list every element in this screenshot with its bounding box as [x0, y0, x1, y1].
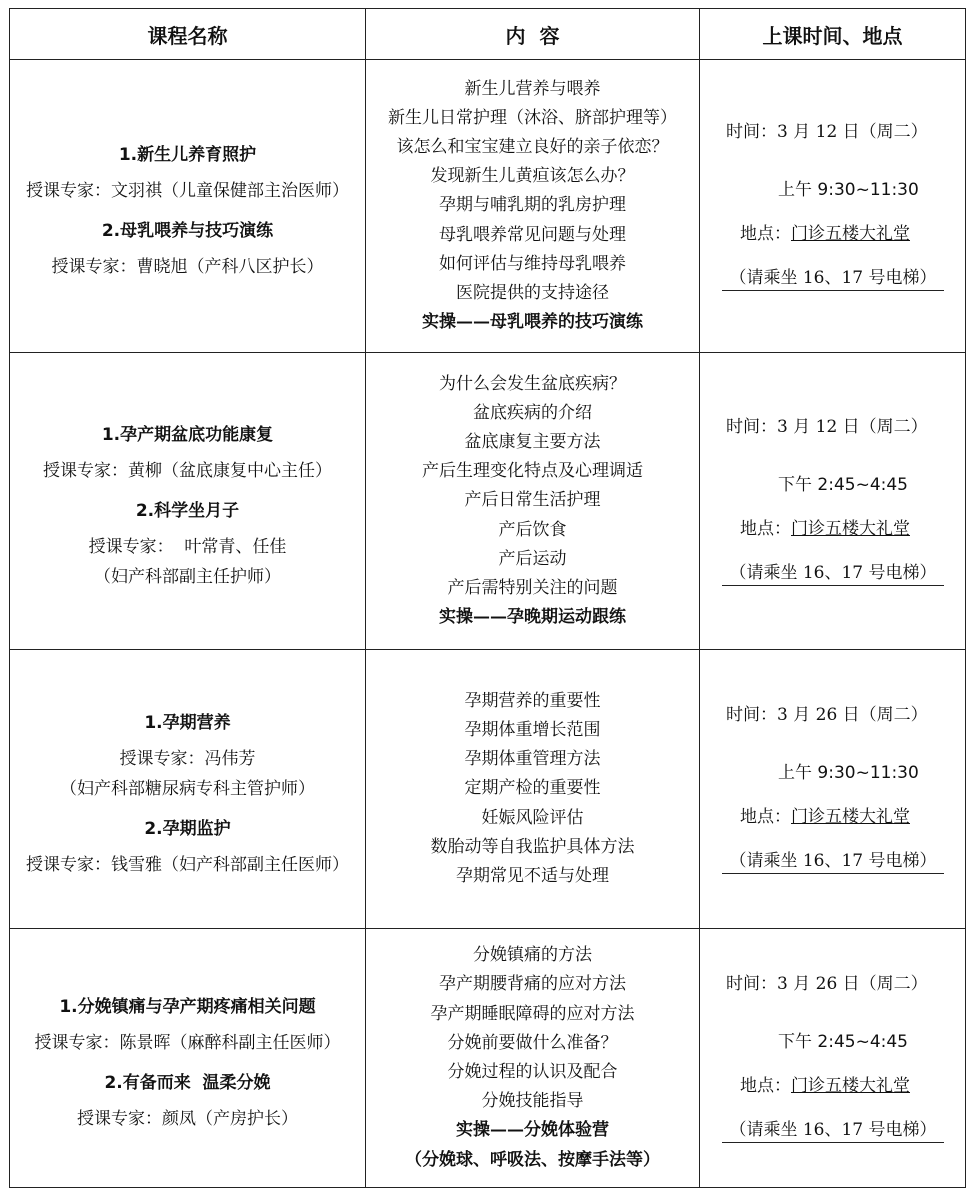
content-cell — [366, 60, 700, 353]
class-place — [700, 518, 965, 540]
content-item: 新生儿营养与喂养 — [464, 78, 601, 99]
content-item: 分娩镇痛的方法 — [473, 945, 592, 966]
course-title: 2.科学坐月子 — [135, 501, 240, 521]
course-name-cell — [10, 650, 366, 929]
content-item: 产后日常生活护理 — [464, 490, 601, 511]
content-item: 盆底疾病的介绍 — [473, 402, 592, 423]
place-label: 地点： — [740, 807, 791, 827]
content-item: 产后需特别关注的问题 — [447, 578, 618, 598]
time-place-cell — [700, 929, 966, 1188]
elevator-note: （请乘坐 16、17 号电梯） — [722, 850, 944, 874]
table-row — [10, 650, 966, 929]
expert-name: 授课专家：冯伟芳 — [119, 749, 256, 769]
place-label: 地点： — [740, 519, 791, 539]
course-title: 1.孕产期盆底功能康复 — [101, 425, 274, 445]
expert-name: 授课专家： 叶常青、任佳 — [88, 537, 287, 557]
content-item: 产后运动 — [498, 548, 567, 569]
expert-title: （妇产科部糖尿病专科主管护师） — [60, 779, 315, 799]
content-item: 孕产期睡眠障碍的应对方法 — [430, 1003, 635, 1024]
elevator-note: （请乘坐 16、17 号电梯） — [722, 267, 944, 291]
table-row — [10, 60, 966, 353]
expert-title: （妇产科部副主任护师） — [94, 567, 281, 587]
class-date: 时间：3 月 12 日（周二） — [726, 417, 928, 437]
time-place-cell — [700, 60, 966, 353]
course-name-cell — [10, 353, 366, 650]
content-item: 孕期常见不适与处理 — [456, 866, 609, 886]
content-item: 新生儿日常护理（沐浴、脐部护理等） — [388, 107, 677, 128]
content-item: 定期产检的重要性 — [464, 778, 601, 799]
content-item: 孕产期腰背痛的应对方法 — [439, 974, 626, 995]
elevator-note: （请乘坐 16、17 号电梯） — [722, 1119, 944, 1143]
content-cell — [366, 353, 700, 650]
class-place — [700, 1075, 965, 1097]
header-course-name: 课程名称 — [10, 9, 366, 60]
content-item: 分娩技能指导 — [481, 1091, 584, 1112]
elevator-note: （请乘坐 16、17 号电梯） — [722, 562, 944, 586]
class-date: 时间：3 月 26 日（周二） — [726, 974, 928, 994]
content-item: 该怎么和宝宝建立良好的亲子依恋？ — [396, 136, 669, 157]
content-item: 孕期营养的重要性 — [464, 690, 601, 711]
practice-item: 实操——分娩体验营 — [456, 1120, 609, 1141]
content-cell — [366, 650, 700, 929]
course-title: 2.孕期监护 — [144, 819, 231, 839]
course-title: 2.母乳喂养与技巧演练 — [101, 221, 274, 241]
header-row — [10, 9, 966, 60]
content-item: 分娩前要做什么准备？ — [447, 1032, 618, 1053]
course-schedule-table — [9, 8, 966, 1188]
expert-info: 授课专家：陈景晖（麻醉科副主任医师） — [34, 1033, 341, 1053]
content-item: 如何评估与维持母乳喂养 — [439, 253, 626, 274]
content-item: 孕期体重增长范围 — [464, 719, 601, 740]
course-title: 1.分娩镇痛与孕产期疼痛相关问题 — [59, 997, 316, 1017]
content-item: 妊娠风险评估 — [481, 807, 584, 828]
content-item: 孕期与哺乳期的乳房护理 — [439, 195, 626, 216]
class-place — [700, 223, 965, 245]
course-name-cell — [10, 60, 366, 353]
expert-info — [10, 748, 365, 800]
class-time: 上午 9:30~11:30 — [778, 763, 919, 783]
content-item: 盆底康复主要方法 — [464, 431, 601, 452]
practice-item: 实操——孕晚期运动跟练 — [439, 607, 626, 628]
class-date: 时间：3 月 12 日（周二） — [726, 122, 928, 142]
content-item: 为什么会发生盆底疾病？ — [439, 373, 626, 394]
header-content: 内 容 — [366, 9, 700, 60]
content-cell — [366, 929, 700, 1188]
class-time: 下午 2:45~4:45 — [778, 1032, 908, 1052]
class-place — [700, 806, 965, 828]
content-item: 母乳喂养常见问题与处理 — [439, 224, 626, 245]
expert-info: 授课专家：钱雪雅（妇产科部副主任医师） — [26, 855, 349, 875]
class-date: 时间：3 月 26 日（周二） — [726, 705, 928, 725]
course-title: 1.新生儿养育照护 — [118, 145, 257, 165]
time-place-cell — [700, 353, 966, 650]
venue-name: 门诊五楼大礼堂 — [791, 224, 910, 244]
practice-item: 实操——母乳喂养的技巧演练 — [422, 312, 643, 333]
class-time: 上午 9:30~11:30 — [778, 180, 919, 200]
table-row — [10, 353, 966, 650]
class-time: 下午 2:45~4:45 — [778, 475, 908, 495]
place-label: 地点： — [740, 1076, 791, 1096]
time-place-cell — [700, 650, 966, 929]
practice-detail: （分娩球、呼吸法、按摩手法等） — [405, 1149, 660, 1170]
content-item: 孕期体重管理方法 — [464, 749, 601, 770]
expert-info: 授课专家：文羽祺（儿童保健部主治医师） — [26, 181, 349, 201]
course-name-cell — [10, 929, 366, 1188]
venue-name: 门诊五楼大礼堂 — [791, 519, 910, 539]
content-item: 医院提供的支持途径 — [456, 283, 609, 303]
content-item: 分娩过程的认识及配合 — [447, 1062, 618, 1082]
place-label: 地点： — [740, 224, 791, 244]
content-item: 发现新生儿黄疸该怎么办？ — [430, 166, 635, 187]
expert-info: 授课专家：黄柳（盆底康复中心主任） — [43, 461, 332, 481]
course-title: 2.有备而来 温柔分娩 — [104, 1073, 271, 1093]
content-item: 产后生理变化特点及心理调适 — [422, 461, 643, 482]
expert-info: 授课专家：颜凤（产房护长） — [77, 1109, 298, 1129]
expert-info: 授课专家：曹晓旭（产科八区护长） — [51, 257, 324, 277]
header-time-place: 上课时间、地点 — [700, 9, 966, 60]
course-title: 1.孕期营养 — [144, 713, 231, 733]
venue-name: 门诊五楼大礼堂 — [791, 807, 910, 827]
content-item: 产后饮食 — [498, 519, 567, 540]
content-item: 数胎动等自我监护具体方法 — [430, 836, 635, 857]
table-row — [10, 929, 966, 1188]
expert-info — [10, 536, 365, 588]
venue-name: 门诊五楼大礼堂 — [791, 1076, 910, 1096]
